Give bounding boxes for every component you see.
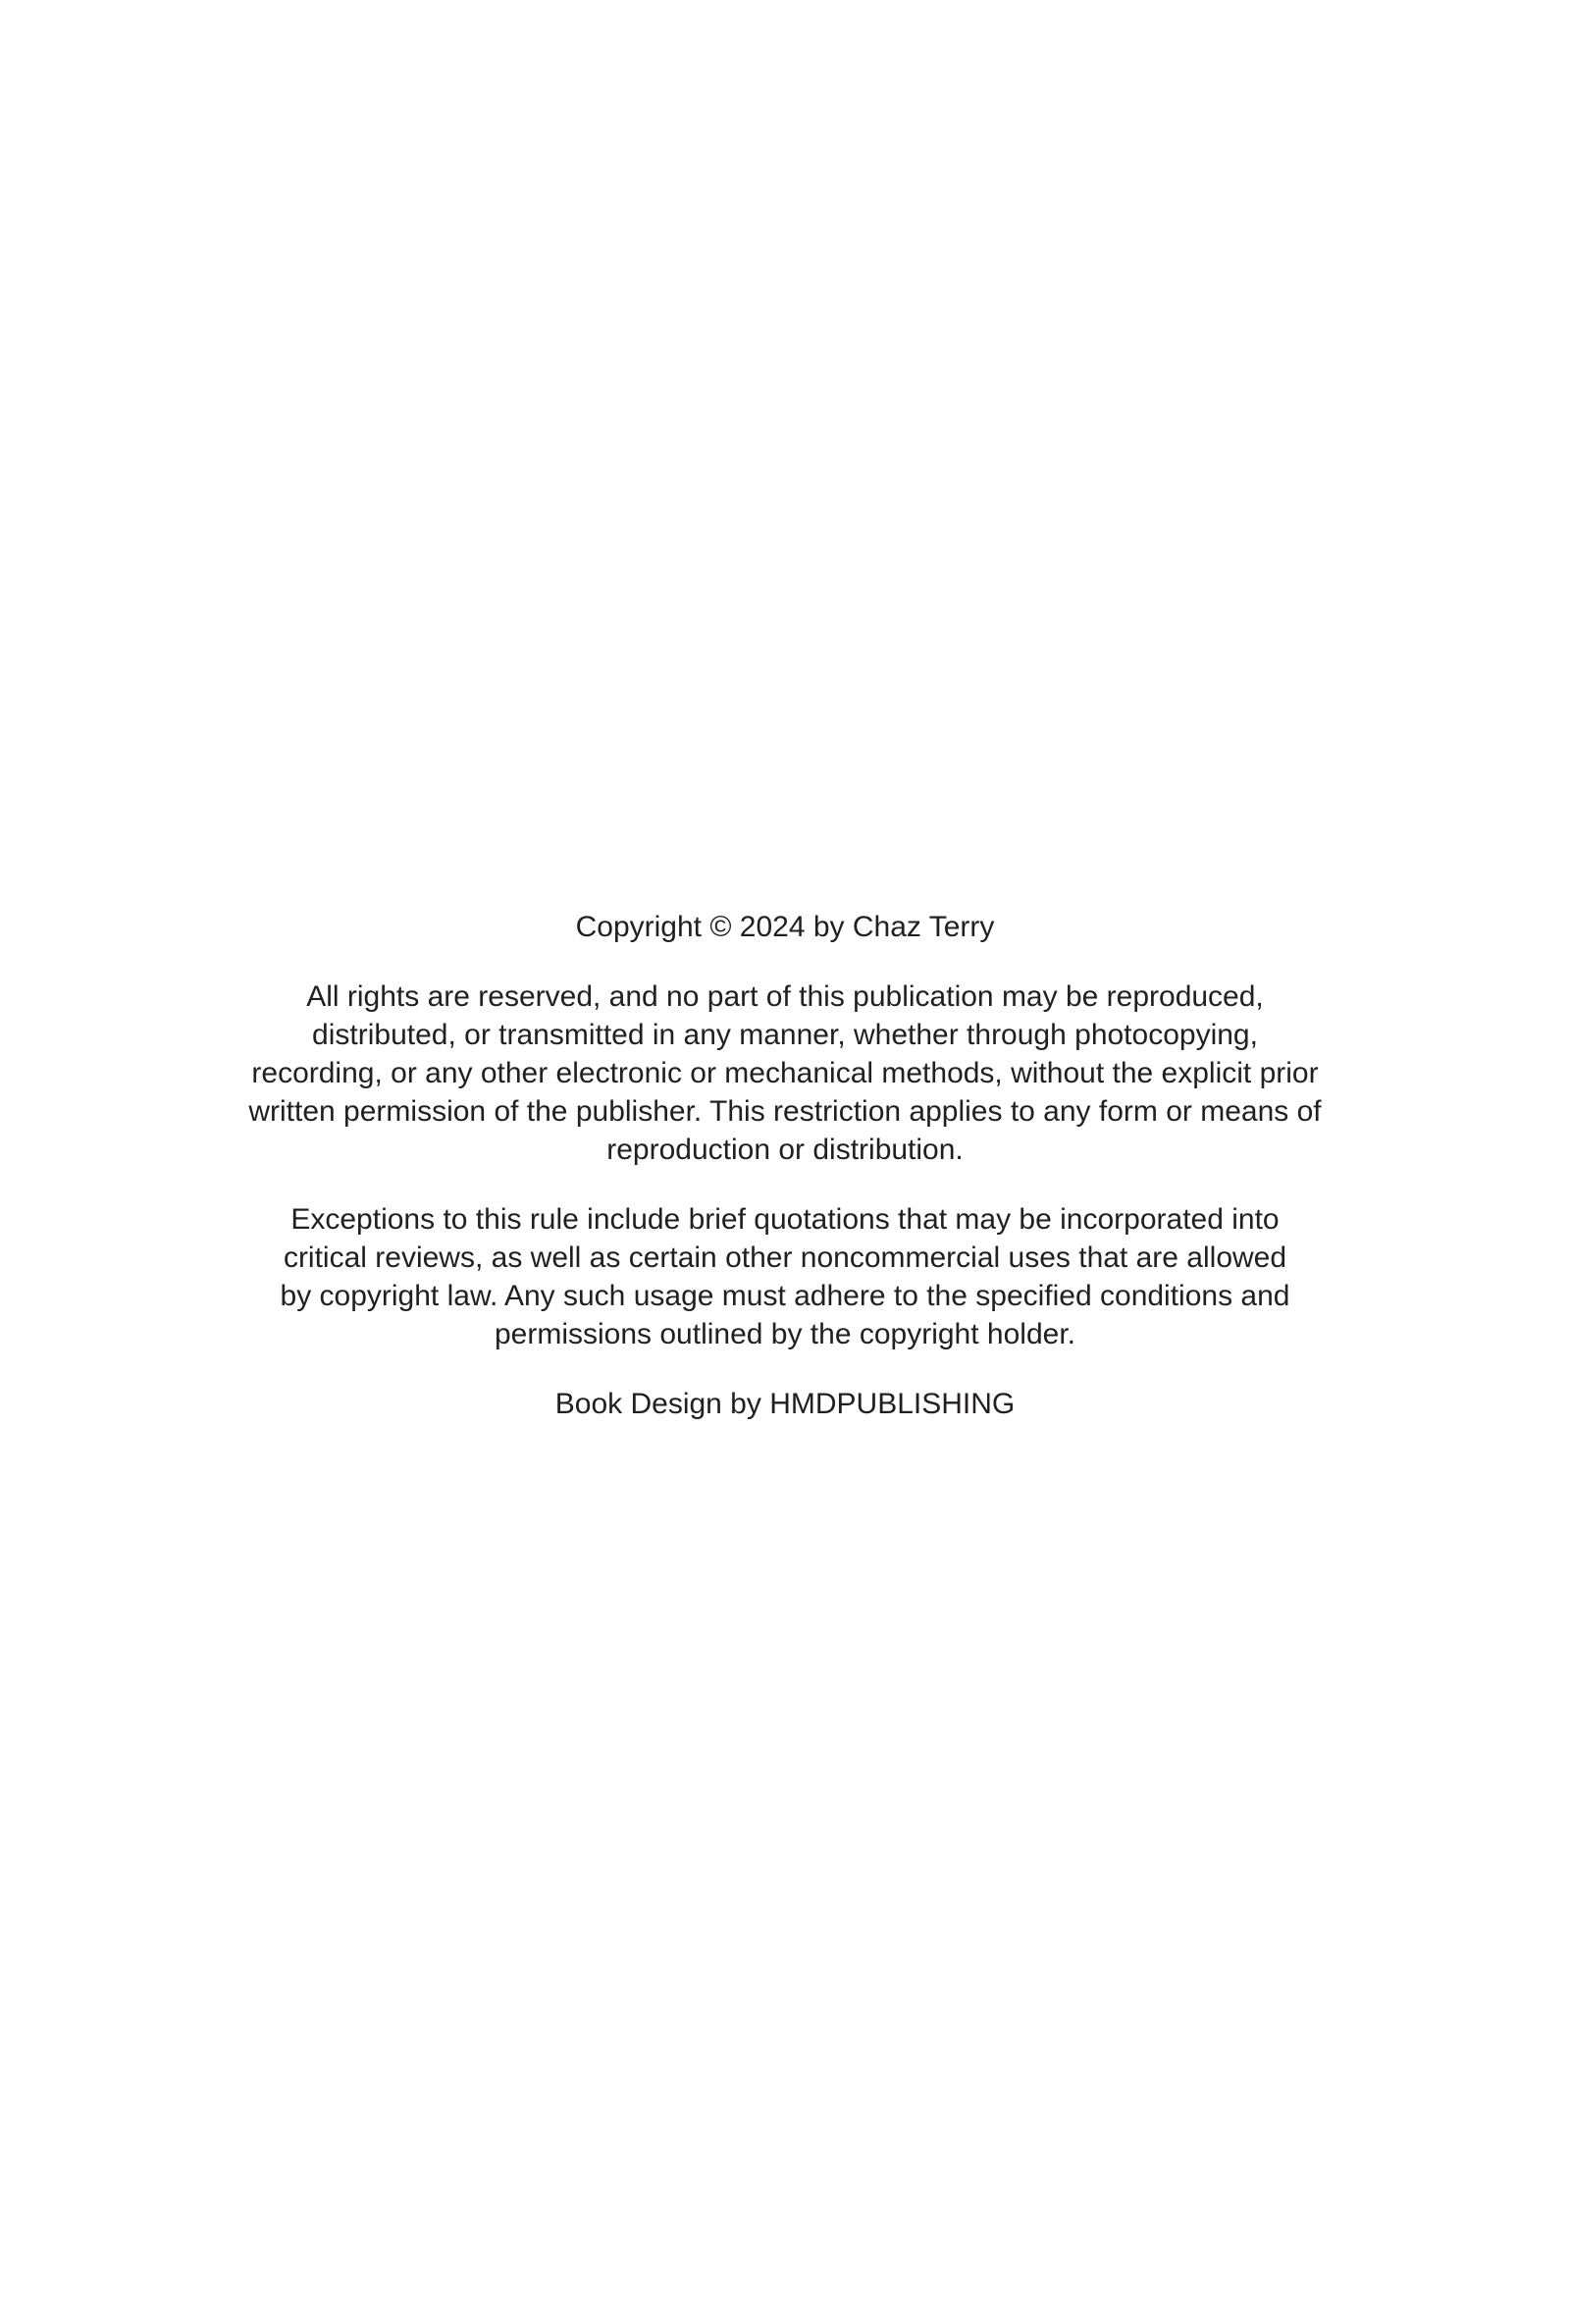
exceptions-paragraph: Exceptions to this rule include brief quotations that may be incorporated into critical reviews, as well as certain other noncommercial uses that are allowed by copyright law. Any such usage must adhere to the specified conditions and permissions outlined by the copyright holder. bbox=[280, 1203, 1290, 1350]
copyright-notice: Copyright © 2024 by Chaz Terry bbox=[575, 911, 995, 943]
copyright-page bbox=[0, 908, 1570, 1423]
rights-reserved-paragraph: All rights are reserved, and no part of this publication may be reproduced, distributed, or transmitted in any manner, whether through photocopying, recording, or any other electronic or mechanical methods, without the explicit prior written permission of the publisher. This restriction applies to any form or means of reproduction or distribution. bbox=[248, 980, 1322, 1166]
book-design-credit: Book Design by HMDPUBLISHING bbox=[554, 1388, 1016, 1420]
